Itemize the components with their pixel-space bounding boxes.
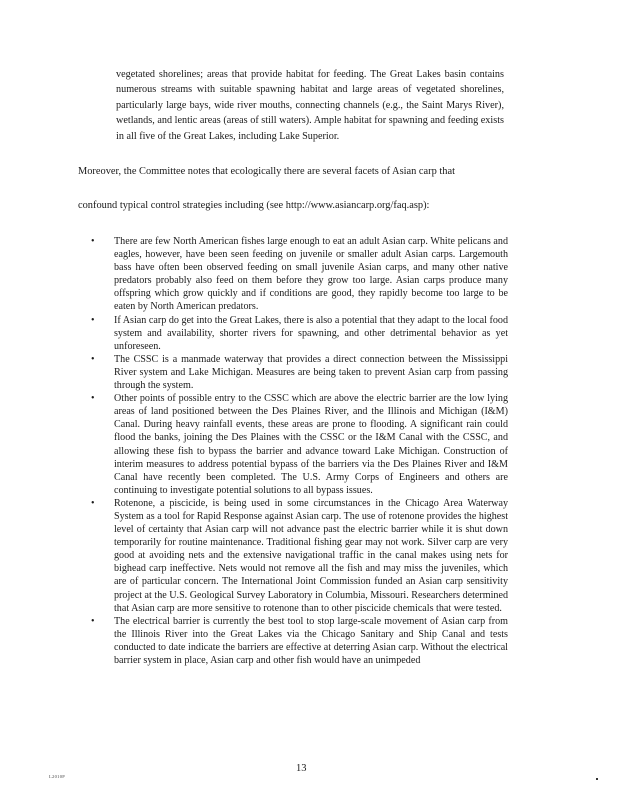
list-item [88, 615, 508, 667]
bullet-icon: • [91, 236, 95, 247]
list-item-text: Rotenone, a piscicide, is being used in some circumstances in the Chicago Area Waterway System as a tool for Rapid Response against Asian carp. The use of rotenone provides the highest level of certainty that Asian carp will not advance past the electric barrier while it is shut down temporarily for routine maintenance. Traditional fishing gear may not work. Silver carp are very good at avoiding nets and the extensive navigational traffic in the canal makes using nets for bighead carp ineffective. Nets would not remove all the fish and may miss the juveniles, which are of particular concern. The International Joint Commission funded an Asian carp sensitivity project at the U.S. Geological Survey Laboratory in Columbia, Missouri. Researchers determined that Asian carp are more sensitive to rotenone than to other piscicide chemicals that were tested. [114, 497, 508, 614]
scan-mark [596, 778, 598, 780]
control-strategies-list [88, 235, 508, 667]
list-item-text: If Asian carp do get into the Great Lakes, there is also a potential that they adapt to the local food system and availability, shorter rivers for spawning, and other detrimental behavior as yet unforeseen. [114, 314, 508, 352]
list-item [88, 235, 508, 314]
list-item-text: Other points of possible entry to the CSSC which are above the electric barrier are the low lying areas of land positioned between the Des Plaines River, and the Illinois and Michigan (I&M) Canal. During heavy rainfall events, these areas are prone to flooding. A significant rain could flood the banks, joining the Des Plaines with the CSSC or the I&M Canal with the CSSC, and allowing these fish to bypass the barrier and advance toward Lake Michigan. Construction of interim measures to address potential bypass of the barriers via the Des Plaines River and I&M Canal have recently been completed. The U.S. Army Corps of Engineers and others are continuing to investigate potential solutions to all bypass issues. [114, 393, 508, 496]
committee-paragraph-line-1: Moreover, the Committee notes that ecologically there are several facets of Asian carp that [78, 166, 455, 177]
list-item [88, 314, 508, 353]
bullet-icon: • [91, 497, 95, 509]
indented-continuation-paragraph: vegetated shorelines; areas that provide habitat for feeding. The Great Lakes basin contains numerous streams with suitable spawning habitat and large areas of vegetated shorelines, particularly large bays, wide river mouths, connecting channels (e.g., the Saint Marys River), wetlands, and lentic areas (areas of still waters). Ample habitat for spawning and feeding exists in all five of the Great Lakes, including Lake Superior. [116, 69, 504, 142]
list-item [88, 392, 508, 497]
list-item [88, 353, 508, 392]
bullet-icon: • [91, 353, 95, 365]
list-item-text: There are few North American fishes large enough to eat an adult Asian carp. White pelicans and eagles, however, have been seen feeding on juvenile or smaller adult Asian carps. Largemouth bass have often been observed feeding on small juvenile Asian carps, and many other native predators probably also feed on them before they grow too large. Asian carps produce many offspring which grow quickly and if conditions are good, they rapidly become too large to be eaten by North American predators. [114, 236, 508, 313]
list-item [88, 497, 508, 615]
bullet-icon: • [91, 393, 95, 405]
list-item-text: The electrical barrier is currently the best tool to stop large-scale movement of Asian carp from the Illinois River into the Great Lakes via the Chicago Sanitary and Ship Canal and tests conducted to date indicate the barriers are effective at deterring Asian carp. Without the electrical barrier system in place, Asian carp and other fish would have an unimpeded [114, 615, 508, 666]
document-id: L2010P [49, 774, 66, 779]
bullet-icon: • [91, 615, 95, 627]
page-number: 13 [296, 763, 307, 774]
list-item-text: The CSSC is a manmade waterway that provides a direct connection between the Mississippi River system and Lake Michigan. Measures are being taken to prevent Asian carp from passing through the system. [114, 353, 508, 392]
committee-paragraph-line-2: confound typical control strategies including (see http://www.asiancarp.org/faq.asp): [78, 200, 430, 211]
bullet-icon: • [91, 314, 95, 326]
